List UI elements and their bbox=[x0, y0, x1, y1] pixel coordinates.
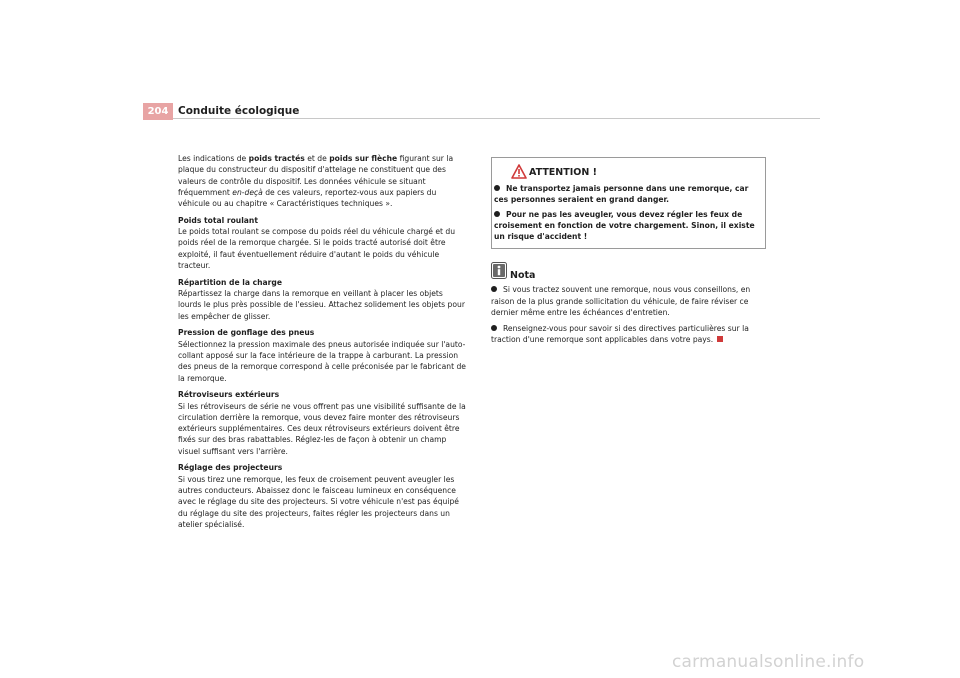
section-heading: Réglage des projecteurs bbox=[178, 463, 283, 473]
intro-text-3: figurant sur la plaque du constructeur du dispositif d'attelage ne constituent que des valeurs de contrôle du dispositif. Les données véhicule se situant fréquemment bbox=[178, 154, 454, 197]
header-rule bbox=[173, 118, 820, 119]
watermark: carmanualsonline.info bbox=[672, 652, 865, 672]
section-text: Si vous tirez une remorque, les feux de croisement peuvent aveugler les autres conducteurs. Abaissez donc le faisceau lumineux en conséquence avec le réglage du site des projecteurs. Si votre véhicule n'est pas équipé du réglage du site des projecteurs, faites régler les projecteurs dans un atelier spécialisé. bbox=[178, 474, 459, 529]
section-end-icon bbox=[717, 336, 723, 342]
note-item bbox=[491, 323, 768, 346]
section-text: Si les rétroviseurs de série ne vous offrent pas une visibilité suffisante de la circulation derrière la remorque, vous devez faire monter des rétroviseurs extérieurs supplémentaires. Ces deux rétroviseurs extérieurs doivent être fixés sur des bras rabattables. Réglez-les de façon à obtenir un champ visuel suffisant vers l'arrière. bbox=[178, 401, 466, 456]
info-note-icon bbox=[491, 262, 507, 279]
bullet-icon bbox=[491, 286, 497, 292]
bullet-icon bbox=[494, 185, 500, 191]
section-heading: Rétroviseurs extérieurs bbox=[178, 390, 280, 400]
page-number: 204 bbox=[143, 103, 173, 120]
intro-bold-weight: poids tractés bbox=[248, 154, 305, 163]
warning-box bbox=[491, 157, 766, 249]
section-text: Le poids total roulant se compose du poids réel du véhicule chargé et du poids réel de la remorque chargée. Si le poids tracté autorisé doit être exploité, il faut éventuellement réduire d'autant le poids du véhicule tracteur. bbox=[178, 227, 456, 271]
section-text: Sélectionnez la pression maximale des pneus autorisée indiquée sur l'auto-collant apposé sur la face intérieure de la trappe à carburant. La pression des pneus de la remorque correspond à celle préconisée par le fabricant de la remorque. bbox=[178, 339, 466, 383]
running-title: Conduite écologique bbox=[178, 105, 300, 117]
note-item-text: Renseignez-vous pour savoir si des directives particulières sur la traction d'une remorque sont applicables dans votre pays. bbox=[491, 323, 749, 345]
intro-text-2: et de bbox=[304, 154, 330, 163]
warning-title: ATTENTION ! bbox=[529, 167, 597, 178]
bullet-icon bbox=[491, 325, 497, 331]
note-title: Nota bbox=[510, 270, 536, 282]
section-heading: Répartition de la charge bbox=[178, 277, 282, 287]
note-header bbox=[491, 262, 768, 284]
note-item-text: Si vous tractez souvent une remorque, nous vous conseillons, en raison de la plus grande sollicitation du véhicule, de faire réviser ce dernier même entre les échéances d'entretien. bbox=[491, 285, 751, 318]
section-heading: Poids total roulant bbox=[178, 215, 258, 225]
warning-item-text: Pour ne pas les aveugler, vous devez régler les feux de croisement en fonction de votre chargement. Sinon, il existe un risque d'accident ! bbox=[494, 209, 755, 242]
section-heading: Pression de gonflage des pneus bbox=[178, 328, 315, 338]
intro-text-4: de ces valeurs, reportez-vous aux papiers du véhicule ou au chapitre « Caractéristiques techniques ». bbox=[178, 187, 437, 209]
note-item bbox=[491, 284, 768, 318]
bullet-icon bbox=[494, 211, 500, 217]
warning-header bbox=[494, 163, 761, 183]
left-column bbox=[178, 153, 468, 536]
right-column bbox=[491, 157, 768, 350]
intro-text-1: Les indications de bbox=[178, 154, 249, 163]
intro-italic: en-deçà bbox=[232, 187, 263, 197]
section-text: Répartissez la charge dans la remorque en veillant à placer les objets lourds le plus près possible de l'essieu. Attachez solidement les objets pour les empêcher de glisser. bbox=[178, 289, 465, 321]
warning-item-text: Ne transportez jamais personne dans une remorque, car ces personnes seraient en grand danger. bbox=[494, 184, 749, 205]
warning-item bbox=[494, 209, 761, 243]
warning-triangle-icon bbox=[511, 164, 527, 179]
intro-paragraph bbox=[178, 153, 468, 209]
warning-item bbox=[494, 183, 761, 206]
intro-bold-drawbar: poids sur flèche bbox=[329, 154, 398, 163]
